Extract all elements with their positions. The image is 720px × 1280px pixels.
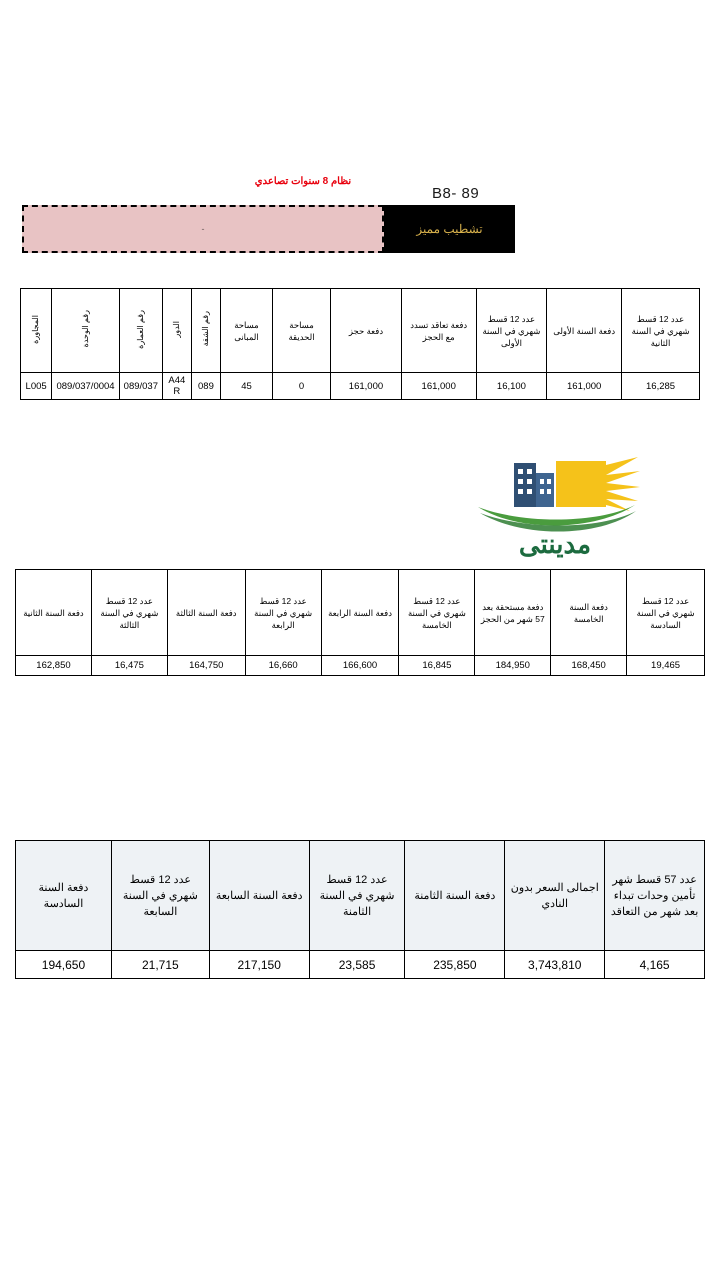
table-cell: 235,850 bbox=[405, 951, 505, 979]
table-cell: 21,715 bbox=[111, 951, 209, 979]
table-header-row bbox=[16, 570, 705, 656]
table-cell: L005 bbox=[21, 373, 52, 400]
col-header: دفعة السنة الثالثة bbox=[167, 570, 245, 656]
table-cell: 19,465 bbox=[627, 656, 705, 676]
table-cell: 089 bbox=[191, 373, 220, 400]
madinaty-logo bbox=[470, 455, 640, 560]
table-row bbox=[21, 373, 700, 400]
logo-graphic bbox=[470, 455, 640, 535]
col-header: دفعة مستحقة بعد 57 شهر من الحجز bbox=[475, 570, 551, 656]
col-header: الدور bbox=[162, 289, 191, 373]
pink-highlight-bar bbox=[22, 205, 384, 253]
payment-system-label: نظام 8 سنوات تصاعدي bbox=[254, 176, 352, 187]
table-cell: 16,100 bbox=[476, 373, 547, 400]
col-header: دفعة السنة السابعة bbox=[209, 841, 309, 951]
col-header: عدد 12 قسط شهري في السنة الثانية bbox=[622, 289, 700, 373]
col-header: رقم الوحدة bbox=[52, 289, 120, 373]
col-header: اجمالى السعر بدون النادي bbox=[505, 841, 605, 951]
table-cell: 16,285 bbox=[622, 373, 700, 400]
col-header: دفعة السنة السادسة bbox=[16, 841, 112, 951]
table-cell: 16,475 bbox=[91, 656, 167, 676]
table-cell: 089/037 bbox=[119, 373, 162, 400]
table-cell: 16,845 bbox=[399, 656, 475, 676]
col-header: دفعة السنة الثانية bbox=[16, 570, 92, 656]
col-header: مساحة المبانى bbox=[221, 289, 273, 373]
table-cell: 23,585 bbox=[309, 951, 405, 979]
table-cell: 217,150 bbox=[209, 951, 309, 979]
unit-code-label: B8- 89 bbox=[432, 185, 480, 202]
table-row bbox=[16, 951, 705, 979]
table-cell: A44 R bbox=[162, 373, 191, 400]
col-header: دفعة حجز bbox=[331, 289, 402, 373]
table-cell: 164,750 bbox=[167, 656, 245, 676]
col-header: عدد 12 قسط شهري في السنة الثامنة bbox=[309, 841, 405, 951]
table-header-row bbox=[16, 841, 705, 951]
table-cell: 0 bbox=[272, 373, 330, 400]
table-cell: 184,950 bbox=[475, 656, 551, 676]
col-header: عدد 57 قسط شهر تأمين وحدات تبداء بعد شهر من التعاقد bbox=[605, 841, 705, 951]
table-cell: 161,000 bbox=[401, 373, 476, 400]
col-header: رقم العمارة bbox=[119, 289, 162, 373]
document-header bbox=[0, 175, 720, 265]
table-row bbox=[16, 656, 705, 676]
col-header: المجاورة bbox=[21, 289, 52, 373]
table-cell: 194,650 bbox=[16, 951, 112, 979]
table-header-row bbox=[21, 289, 700, 373]
col-header: دفعة السنة الخامسة bbox=[551, 570, 627, 656]
col-header: دفعة تعاقد تسدد مع الحجز bbox=[401, 289, 476, 373]
col-header: دفعة السنة الرابعة bbox=[321, 570, 399, 656]
col-header: دفعة السنة الأولى bbox=[547, 289, 622, 373]
table-cell: 161,000 bbox=[547, 373, 622, 400]
table-cell: 3,743,810 bbox=[505, 951, 605, 979]
table-cell: 168,450 bbox=[551, 656, 627, 676]
col-header: دفعة السنة الثامنة bbox=[405, 841, 505, 951]
unit-details-table bbox=[20, 288, 700, 400]
col-header: عدد 12 قسط شهري في السنة السابعة bbox=[111, 841, 209, 951]
col-header: عدد 12 قسط شهري في السنة السادسة bbox=[627, 570, 705, 656]
installments-table-years-2-6 bbox=[15, 569, 705, 676]
col-header: عدد 12 قسط شهري في السنة الثالثة bbox=[91, 570, 167, 656]
col-header: عدد 12 قسط شهري في السنة الرابعة bbox=[245, 570, 321, 656]
finishing-type-banner: تشطيب مميز bbox=[384, 205, 515, 253]
logo-wordmark: مدينتى bbox=[518, 529, 592, 559]
col-header: عدد 12 قسط شهري في السنة الأولى bbox=[476, 289, 547, 373]
table-cell: 45 bbox=[221, 373, 273, 400]
table-cell: 089/037/0004 bbox=[52, 373, 120, 400]
table-cell: 4,165 bbox=[605, 951, 705, 979]
col-header: رقم الشقة bbox=[191, 289, 220, 373]
table-cell: 16,660 bbox=[245, 656, 321, 676]
table-cell: 161,000 bbox=[331, 373, 402, 400]
table-cell: 166,600 bbox=[321, 656, 399, 676]
table-cell: 162,850 bbox=[16, 656, 92, 676]
installments-table-years-6-8-total bbox=[15, 840, 705, 979]
col-header: مساحة الحديقة bbox=[272, 289, 330, 373]
col-header: عدد 12 قسط شهري في السنة الخامسة bbox=[399, 570, 475, 656]
pink-bar-mark: - bbox=[201, 224, 205, 234]
